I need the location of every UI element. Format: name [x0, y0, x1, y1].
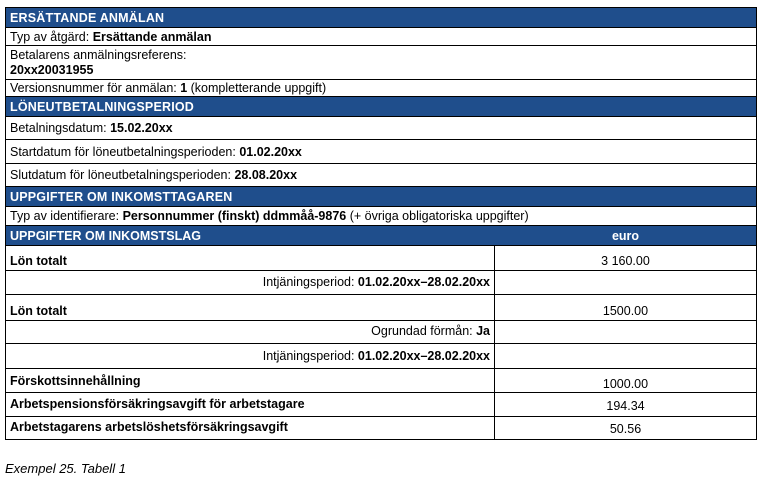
salary-total-value-2: 1500.00 [495, 295, 756, 321]
end-date-row [6, 164, 756, 187]
action-type-label: Typ av åtgärd: [10, 30, 93, 44]
unemployment-fee-value: 50.56 [609, 422, 642, 436]
withholding-value: 1000.00 [495, 369, 756, 393]
version-label: Versionsnummer för anmälan: [10, 81, 181, 95]
earning-period-row-2 [6, 344, 494, 369]
income-types-values [495, 246, 756, 439]
earning-period-row-1 [6, 271, 494, 295]
earning-period-label-1: Intjäningsperiod: [262, 275, 358, 289]
start-date-row [6, 140, 756, 164]
action-type-row [6, 28, 756, 46]
version-note: (kompletterande uppgift) [187, 81, 327, 95]
payment-date-label: Betalningsdatum: [10, 121, 111, 135]
section-header-income-earner: UPPGIFTER OM INKOMSTTAGAREN [6, 187, 756, 207]
empty-value-cell-1 [495, 271, 756, 295]
earning-period-value-2: 01.02.20xx–28.02.20xx [357, 349, 490, 363]
payer-reference-label: Betalarens anmälningsreferens: [10, 48, 187, 62]
identifier-note: (+ övriga obligatoriska uppgifter) [346, 209, 529, 223]
income-types-grid [6, 246, 756, 439]
unjust-benefit-label: Ogrundad förmån: [371, 324, 477, 338]
salary-total-value-1: 3 160.00 [495, 246, 756, 271]
unjust-benefit-value: Ja [476, 324, 490, 338]
start-date-value: 01.02.20xx [239, 145, 302, 159]
earning-period-value-1: 01.02.20xx–28.02.20xx [357, 275, 490, 289]
report-table [5, 7, 757, 440]
start-date-label: Startdatum för löneutbetalningsperioden: [10, 145, 240, 159]
income-types-labels [6, 246, 495, 439]
withholding-label: Förskottsinnehållning [6, 369, 494, 393]
payment-date-value: 15.02.20xx [110, 121, 173, 135]
identifier-value: Personnummer (finskt) ddmmåå-9876 [122, 209, 347, 223]
payment-date-row [6, 117, 756, 140]
section-header-pay-period: LÖNEUTBETALNINGSPERIOD [6, 97, 756, 117]
currency-header: euro [611, 229, 640, 243]
earning-period-label-2: Intjäningsperiod: [262, 349, 358, 363]
identifier-row [6, 207, 756, 226]
section-header-replacing-report: ERSÄTTANDE ANMÄLAN [6, 8, 756, 28]
salary-total-label-1: Lön totalt [6, 246, 494, 271]
action-type-value: Ersättande anmälan [92, 30, 212, 44]
payer-reference-value: 20xx20031955 [10, 63, 94, 77]
end-date-label: Slutdatum för löneutbetalningsperioden: [10, 168, 235, 182]
table-caption: Exempel 25. Tabell 1 [5, 461, 126, 476]
end-date-value: 28.08.20xx [234, 168, 298, 182]
version-value: 1 [180, 81, 188, 95]
payer-reference-row [6, 46, 756, 80]
empty-value-cell-3 [495, 344, 756, 369]
unjust-benefit-row [6, 321, 494, 344]
pension-fee-label: Arbetspensionsförsäkringsavgift för arbetstagare [6, 393, 494, 417]
income-types-title: UPPGIFTER OM INKOMSTSLAG [10, 229, 201, 243]
identifier-label: Typ av identifierare: [10, 209, 123, 223]
pension-fee-value: 194.34 [495, 393, 756, 417]
section-header-income-types [6, 226, 756, 246]
unemployment-fee-label: Arbetstagarens arbetslöshetsförsäkringsavgift [10, 420, 288, 434]
version-row [6, 80, 756, 97]
empty-value-cell-2 [495, 321, 756, 344]
salary-total-label-2: Lön totalt [6, 295, 494, 321]
